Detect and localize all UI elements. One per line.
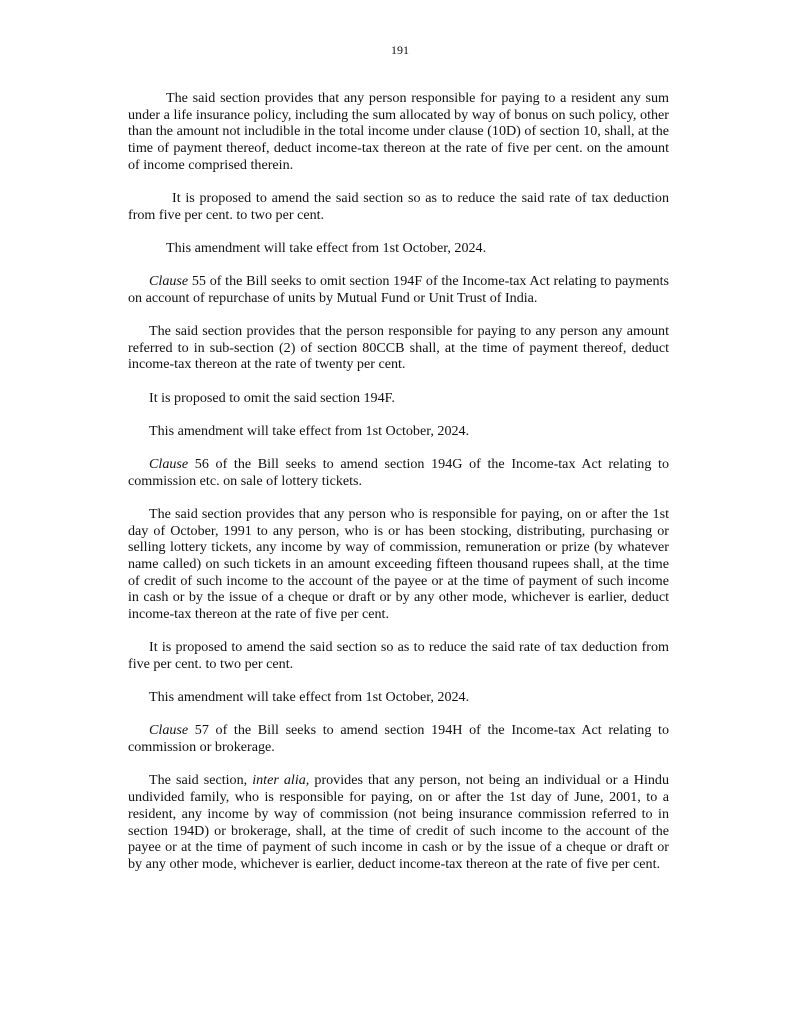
- paragraph-194da-effective-date: This amendment will take effect from 1st October, 2024.: [166, 239, 487, 256]
- paragraph-194g-effective-date: This amendment will take effect from 1st October, 2024.: [149, 689, 470, 706]
- paragraph-194g-proposal: It is proposed to amend the said section so as to reduce the said rate of tax deduction from five per cent. to two per cent.: [128, 639, 669, 673]
- paragraph-194da-proposal: It is proposed to amend the said section so as to reduce the said rate of tax deduction from five per cent. to two per cent.: [128, 190, 669, 223]
- paragraph-194g-description: The said section provides that any person who is responsible for paying, on or after the 1st day of October, 1991 to any person, who is or has been stocking, distributing, purchasing or selling lottery tickets, any income by way of commission, remuneration or prize (by whatever name called) on such tickets in an amount exceeding fifteen thousand rupees shall, at the time of credit of such income to the account of the payee or at the time of payment of such income in cash or by the issue of a cheque or draft or by any other mode, whichever is earlier, deduct income-tax thereon at the rate of five per cent.: [128, 505, 669, 623]
- paragraph-clause-57: [128, 722, 669, 755]
- paragraph-194f-description: The said section provides that the person responsible for paying to any person any amount referred to in sub-section (2) of section 80CCB shall, at the time of payment thereof, deduct income-tax thereon at the rate of twenty per cent.: [128, 323, 669, 373]
- document-body: [128, 90, 669, 873]
- inter-alia-phrase: inter alia,: [252, 772, 310, 789]
- clause-label: Clause: [149, 722, 189, 739]
- paragraph-clause-55: [128, 273, 669, 306]
- page-number: 191: [391, 43, 409, 57]
- paragraph-194h-text-start: The said section,: [149, 772, 253, 789]
- clause-56-text: 56 of the Bill seeks to amend section 194G of the Income-tax Act relating to commission etc. on sale of lottery tickets.: [128, 456, 669, 489]
- paragraph-194h-text-end: provides that any person, not being an individual or a Hindu undivided family, who is responsible for paying, on or after the 1st day of June, 2001, to a resident, any income by way of commission (not being insurance commission referred to in section 194D) or brokerage, shall, at the time of credit of such income to the account of the payee or at the time of payment of such income in cash or by the issue of a cheque or draft or by any other mode, whichever is earlier, deduct income-tax thereon at the rate of five per cent.: [128, 772, 670, 872]
- clause-label: Clause: [149, 273, 189, 290]
- clause-label: Clause: [149, 456, 189, 473]
- paragraph-194f-effective-date: This amendment will take effect from 1st October, 2024.: [149, 422, 470, 439]
- paragraph-194f-proposal: It is proposed to omit the said section 194F.: [149, 389, 395, 406]
- paragraph-194h-description: [128, 772, 669, 872]
- paragraph-194da-description: The said section provides that any person responsible for paying to a resident any sum under a life insurance policy, including the sum allocated by way of bonus on such policy, other than the amount not includible in the total income under clause (10D) of section 10, shall, at the time of payment thereof, deduct income-tax thereon at the rate of five per cent. on the amount of income comprised therein.: [128, 90, 669, 173]
- paragraph-clause-56: [128, 456, 669, 489]
- clause-55-text: 55 of the Bill seeks to omit section 194F of the Income-tax Act relating to payments on account of repurchase of units by Mutual Fund or Unit Trust of India.: [128, 273, 669, 306]
- clause-57-text: 57 of the Bill seeks to amend section 194H of the Income-tax Act relating to commission or brokerage.: [128, 722, 669, 756]
